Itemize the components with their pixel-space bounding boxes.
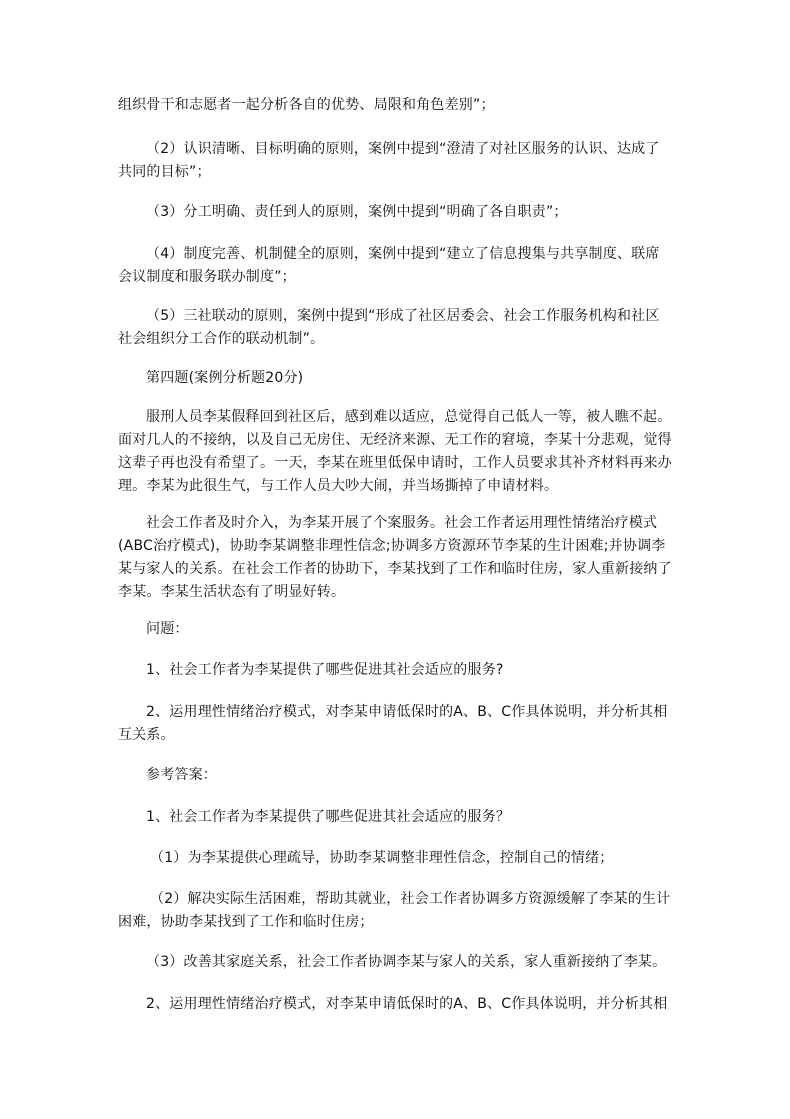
text-line: 第四题(案例分析题20分): [146, 370, 304, 386]
text-line: 理。李某为此很生气，与工作人员大吵大闹，并当场撕掉了申请材料。: [118, 478, 559, 494]
text-line: 面对几人的不接纳，以及自己无房住、无经济来源、无工作的窘境，李某十分悲观，觉得: [118, 432, 672, 448]
answer-1-item-1: [118, 847, 666, 870]
text-line: 2、运用理性情绪治疗模式，对李某申请低保时的A、B、C作具体说明，并分析其相: [146, 704, 668, 720]
paragraph-continuation: [118, 94, 666, 117]
paragraph-case-intervention: [118, 512, 672, 604]
text-line: 会议制度和服务联办制度”；: [118, 269, 296, 285]
text-line: (ABC治疗模式)，协助李某调整非理性信念;协调多方资源环节李某的生计困难;并协调李: [118, 538, 666, 554]
text-line: 1、社会工作者为李某提供了哪些促进其社会适应的服务？: [146, 809, 511, 825]
paragraph-principle-4: [118, 243, 666, 289]
text-line: 某与家人的关系。在社会工作者的协助下，李某找到了工作和临时住房，家人重新接纳了: [118, 561, 672, 577]
text-line: 这辈子再也没有希望了。一天，李某在班里低保申请时，工作人员要求其补齐材料再来办: [118, 455, 672, 471]
text-line: （5）三社联动的原则，案例中提到“形成了社区居委会、社会工作服务机构和社区: [146, 308, 660, 324]
paragraph-principle-3: [118, 201, 666, 224]
text-line: 参考答案：: [146, 767, 217, 783]
text-line: 困难，协助李某找到了工作和临时住房；: [118, 914, 374, 930]
paragraph-principle-5: [118, 305, 666, 351]
text-line: （2）认识清晰、目标明确的原则，案例中提到“澄清了对社区服务的认识、达成了: [146, 141, 660, 157]
text-line: （2）解决实际生活困难，帮助其就业，社会工作者协调多方资源缓解了李某的生计: [150, 891, 671, 907]
question-2: [118, 701, 666, 747]
text-line: 李某。李某生活状态有了明显好转。: [118, 584, 346, 600]
answer-1-item-2: [118, 888, 671, 934]
answer-1-heading: [118, 806, 666, 829]
text-line: （1）为李某提供心理疏导，协助李某调整非理性信念，控制自己的情绪；: [150, 850, 614, 866]
text-line: 互关系。: [118, 727, 175, 743]
text-line: （3）改善其家庭关系，社会工作者协调李某与家人的关系，家人重新接纳了李某。: [146, 954, 667, 970]
text-line: （3）分工明确、责任到人的原则，案例中提到“明确了各自职责”；: [146, 204, 568, 220]
answer-2-heading: [118, 993, 666, 1016]
paragraph-case-background: [118, 406, 672, 498]
question-1: [118, 659, 666, 682]
section-heading-question-4: [118, 367, 666, 390]
text-line: 1、社会工作者为李某提供了哪些促进其社会适应的服务?: [146, 662, 504, 678]
text-line: 社会工作者及时介入，为李某开展了个案服务。社会工作者运用理性情绪治疗模式: [146, 515, 658, 531]
text-line: 社会组织分工合作的联动机制”。: [118, 331, 325, 347]
questions-label: [118, 618, 666, 641]
text-line: 问题：: [146, 621, 189, 637]
paragraph-principle-2: [118, 138, 666, 184]
answer-1-item-3: [118, 951, 666, 974]
text-line: 服刑人员李某假释回到社区后，感到难以适应，总觉得自己低人一等，被人瞧不起。: [146, 409, 672, 425]
answer-label: [118, 764, 666, 787]
text-line: 2、运用理性情绪治疗模式，对李某申请低保时的A、B、C作具体说明，并分析其相: [146, 996, 668, 1012]
text-line: 共同的目标”；: [118, 164, 211, 180]
text-line: 组织骨干和志愿者一起分析各自的优势、局限和角色差别”；: [118, 97, 495, 113]
text-line: （4）制度完善、机制健全的原则，案例中提到“建立了信息搜集与共享制度、联席: [146, 246, 660, 262]
